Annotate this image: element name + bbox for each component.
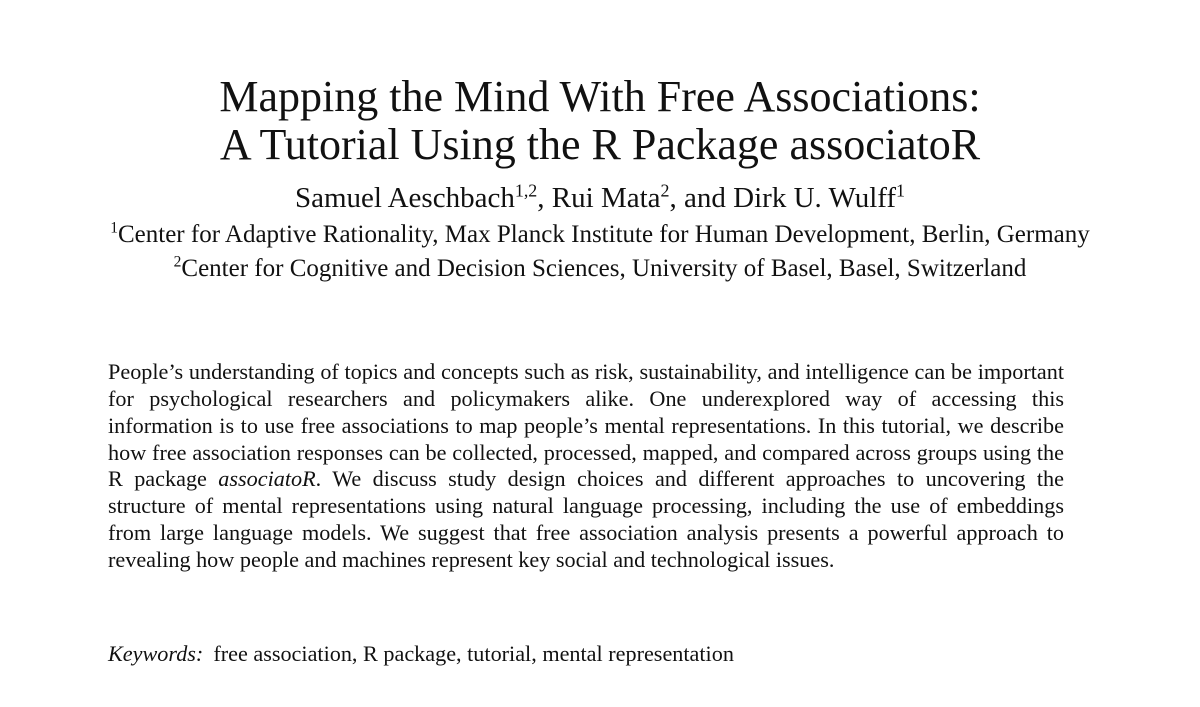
title-line-2: A Tutorial Using the R Package associatoR [219,120,981,170]
abstract-text-part-2: . We discuss study design choices and different approaches to uncovering the structure of mental representations using natural language processing, including the use of embeddings from large language models. We suggest that free association analysis presents a powerful approach to revealing how people and machines represent key social and technological issues. [108,466,1064,572]
affiliation-1 [0,220,1200,250]
keywords-label: Keywords: [108,641,204,666]
paper-title [0,73,1200,169]
keywords [108,640,1064,668]
affiliation-2 [0,254,1200,284]
author-name: Dirk U. Wulff [733,182,897,214]
abstract [108,359,1064,573]
affiliation-number: 1 [110,219,118,237]
author-list [0,181,1200,215]
title-line-1: Mapping the Mind With Free Associations: [219,72,981,122]
author-name: Rui Mata [551,182,661,214]
affiliation-text: Center for Adaptive Rationality, Max Planck Institute for Human Development, Berlin, Germany [117,221,1090,248]
author-affiliation-marker: 2 [660,180,670,201]
author-separator: , and [669,182,734,214]
author-affiliation-marker: 1 [896,180,906,201]
author-separator: , [537,182,552,214]
affiliation-number: 2 [173,253,182,271]
author-affiliation-marker: 1,2 [514,180,538,201]
keywords-list: free association, R package, tutorial, mental representation [213,641,734,666]
affiliation-text: Center for Cognitive and Decision Sciences, University of Basel, Basel, Switzerland [181,255,1027,282]
author-name: Samuel Aeschbach [294,182,515,214]
abstract-text-part-1: People’s understanding of topics and concepts such as risk, sustainability, and intelligence can be important for psychological researchers and policymakers alike. One underexplored way of accessing this information is to use free associations to map people’s mental representations. In this tutorial, we describe how free association responses can be collected, processed, mapped, and compared across groups using the R package [108,359,1064,492]
package-name: associatoR [218,466,316,492]
